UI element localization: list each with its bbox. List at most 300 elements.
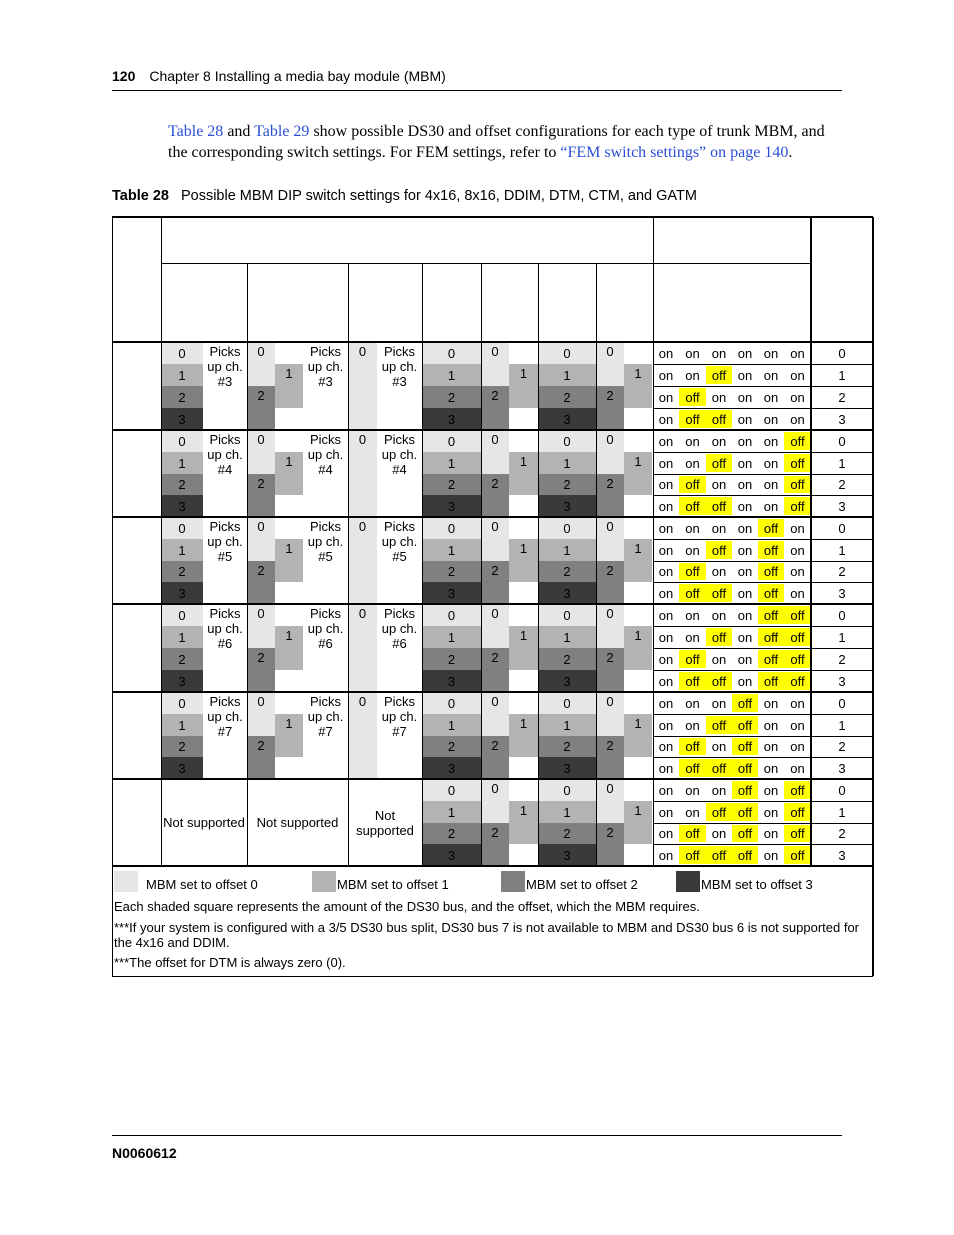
dtm-offset-value: 3 — [838, 673, 846, 689]
legend-swatch — [501, 871, 525, 892]
grid-line — [161, 263, 811, 264]
offset-cell: 0 — [247, 517, 275, 561]
offset-cell: 1 — [422, 714, 481, 736]
offset-cell: 1 — [161, 364, 203, 386]
offset-cell: 3 — [422, 757, 481, 779]
grid-line — [596, 263, 597, 866]
offset-cell: 2 — [481, 474, 509, 517]
offset-cell: 1 — [538, 626, 596, 648]
offset-cell: 1 — [275, 539, 303, 582]
offset-cell: 3 — [422, 670, 481, 692]
switch-setting: on — [763, 477, 779, 492]
switch-setting: on — [763, 455, 779, 471]
offset-cell: 3 — [161, 670, 203, 692]
switch-setting: off — [784, 606, 811, 624]
switch-setting: on — [685, 433, 700, 449]
dtm-offset-value: 2 — [838, 389, 846, 405]
switch-setting: on — [685, 607, 700, 623]
picks-up-label: Picks up ch. #4 — [381, 432, 418, 477]
switch-setting: off — [732, 694, 758, 712]
switch-setting: on — [763, 411, 779, 427]
switch-setting: on — [658, 542, 674, 558]
offset-cell: 2 — [481, 648, 509, 692]
legend-label: MBM set to offset 2 — [526, 877, 638, 892]
switch-setting: on — [711, 782, 727, 798]
switch-setting: off — [679, 650, 706, 668]
dtm-offset-value: 1 — [838, 629, 846, 645]
offset-cell: 0 — [161, 517, 203, 539]
offset-cell: 2 — [161, 736, 203, 757]
switch-setting: on — [658, 477, 674, 492]
switch-setting: on — [685, 520, 700, 536]
switch-setting: off — [758, 584, 784, 602]
switch-setting: on — [763, 847, 779, 863]
switch-setting: on — [711, 826, 727, 841]
offset-cell: 3 — [161, 582, 203, 604]
offset-cell: 0 — [348, 430, 377, 517]
switch-setting: off — [679, 410, 706, 428]
table28-link[interactable]: Table 28 — [168, 123, 224, 140]
offset-cell: 0 — [481, 430, 509, 474]
offset-cell: 0 — [161, 430, 203, 452]
offset-cell: 0 — [538, 430, 596, 452]
offset-cell: 0 — [247, 342, 275, 386]
switch-setting: on — [658, 389, 674, 405]
note-text: ***The offset for DTM is always zero (0). — [114, 955, 346, 970]
offset-cell: 2 — [596, 648, 624, 692]
offset-cell: 3 — [538, 408, 596, 430]
switch-setting: off — [784, 781, 811, 799]
picks-up-label: Picks up ch. #6 — [307, 606, 344, 651]
switch-setting: on — [737, 673, 753, 689]
switch-setting: off — [784, 846, 811, 864]
switch-setting: off — [784, 803, 811, 821]
switch-setting: on — [763, 498, 779, 514]
switch-setting: off — [784, 497, 811, 515]
offset-cell: 0 — [596, 342, 624, 386]
legend-swatch — [676, 871, 700, 892]
offset-cell: 0 — [596, 692, 624, 736]
offset-cell: 2 — [422, 823, 481, 844]
switch-setting: off — [706, 584, 732, 602]
switch-setting: on — [685, 455, 700, 471]
switch-setting: on — [658, 498, 674, 514]
offset-cell: 1 — [275, 626, 303, 670]
doc-id: N0060612 — [112, 1145, 177, 1161]
picks-up-label: Picks up ch. #3 — [307, 344, 344, 389]
switch-setting: on — [711, 695, 727, 711]
offset-cell: 0 — [247, 604, 275, 648]
dtm-offset-value: 0 — [838, 520, 846, 536]
switch-setting: on — [790, 520, 805, 536]
switch-setting: on — [763, 782, 779, 798]
intro-and: and — [223, 123, 255, 140]
offset-cell: 2 — [538, 648, 596, 670]
switch-setting: off — [784, 454, 811, 472]
offset-cell: 0 — [348, 604, 377, 692]
switch-setting: off — [679, 388, 706, 406]
offset-cell: 0 — [422, 604, 481, 626]
switch-setting: off — [758, 650, 784, 668]
offset-cell: 1 — [538, 364, 596, 386]
page-number: 120 — [112, 68, 136, 84]
intro-text2: . — [788, 144, 793, 161]
offset-cell: 1 — [422, 364, 481, 386]
switch-setting: off — [784, 628, 811, 646]
grid-line — [112, 778, 873, 780]
grid-line — [653, 217, 654, 866]
switch-setting: on — [685, 629, 700, 645]
dtm-offset-value: 3 — [838, 498, 846, 514]
offset-cell: 2 — [422, 648, 481, 670]
switch-setting: off — [732, 759, 758, 777]
switch-setting: off — [732, 825, 758, 842]
grid-line — [112, 217, 113, 976]
dtm-offset-value: 2 — [838, 739, 846, 754]
offset-cell: 0 — [247, 692, 275, 736]
offset-cell: 2 — [538, 736, 596, 757]
grid-line — [872, 217, 874, 976]
switch-setting: on — [790, 585, 805, 601]
footer-rule — [112, 1135, 842, 1136]
offset-cell: 1 — [161, 626, 203, 648]
offset-cell: 0 — [422, 517, 481, 539]
switch-setting: off — [679, 825, 706, 842]
dtm-offset-value: 0 — [838, 607, 846, 623]
dtm-offset-value: 1 — [838, 367, 846, 383]
offset-cell: 1 — [275, 714, 303, 757]
table29-link[interactable]: Table 29 — [254, 123, 310, 140]
switch-setting: on — [658, 520, 674, 536]
switch-setting: off — [679, 738, 706, 755]
offset-cell: 0 — [422, 430, 481, 452]
switch-setting: on — [658, 651, 674, 667]
switch-setting: off — [784, 650, 811, 668]
offset-cell: 0 — [161, 692, 203, 714]
dtm-offset-value: 3 — [838, 760, 846, 776]
offset-cell: 0 — [161, 342, 203, 364]
offset-cell: 2 — [247, 736, 275, 779]
intro-paragraph — [168, 121, 848, 163]
picks-up-label: Picks up ch. #5 — [381, 519, 418, 564]
switch-setting: on — [658, 782, 674, 798]
not-supported-label: Not supported — [256, 815, 339, 830]
picks-up-label: Picks up ch. #5 — [207, 519, 243, 564]
dtm-offset-value: 2 — [838, 651, 846, 667]
offset-cell: 1 — [509, 714, 538, 757]
switch-setting: on — [790, 760, 805, 776]
offset-cell: 2 — [481, 736, 509, 779]
switch-setting: off — [732, 803, 758, 821]
offset-cell: 1 — [624, 626, 652, 670]
switch-setting: on — [711, 345, 727, 361]
offset-cell: 3 — [538, 582, 596, 604]
dtm-offset-value: 3 — [838, 411, 846, 427]
legend-label: MBM set to offset 1 — [337, 877, 449, 892]
offset-cell: 2 — [422, 474, 481, 495]
picks-up-label: Picks up ch. #7 — [381, 694, 418, 739]
grid-line — [348, 263, 349, 866]
switch-setting: on — [763, 826, 779, 841]
switch-setting: on — [658, 585, 674, 601]
note-text: Each shaded square represents the amount of the DS30 bus, and the offset, which the MBM requires. — [114, 899, 700, 914]
switch-setting: on — [711, 651, 727, 667]
grid-line — [481, 263, 482, 866]
offset-cell: 3 — [538, 844, 596, 866]
note-text: ***If your system is configured with a 3/5 DS30 bus split, DS30 bus 7 is not available to MBM and DS30 bus 6 is not supported for the 4x16 and DDIM. — [114, 920, 859, 950]
switch-setting: on — [658, 433, 674, 449]
switch-setting: on — [658, 847, 674, 863]
legend-swatch — [312, 871, 336, 892]
switch-setting: off — [758, 563, 784, 580]
switch-setting: on — [737, 651, 753, 667]
offset-cell: 2 — [161, 474, 203, 495]
offset-cell: 1 — [509, 364, 538, 408]
switch-setting: on — [658, 367, 674, 383]
offset-cell: 0 — [538, 342, 596, 364]
offset-cell: 2 — [422, 386, 481, 408]
switch-setting: off — [679, 497, 706, 515]
switch-setting: on — [790, 717, 805, 733]
dtm-offset-value: 1 — [838, 542, 846, 558]
dtm-offset-value: 2 — [838, 477, 846, 492]
switch-setting: off — [706, 454, 732, 472]
header-rule — [112, 90, 842, 91]
dip-switch-table — [112, 217, 873, 976]
offset-cell: 2 — [161, 386, 203, 408]
switch-setting: on — [737, 520, 753, 536]
offset-cell: 2 — [538, 561, 596, 582]
picks-up-label: Picks up ch. #3 — [381, 344, 418, 389]
offset-cell: 2 — [538, 823, 596, 844]
offset-cell: 1 — [275, 452, 303, 495]
switch-setting: on — [763, 695, 779, 711]
switch-setting: off — [706, 628, 732, 646]
switch-setting: on — [763, 717, 779, 733]
switch-setting: on — [737, 411, 753, 427]
offset-cell: 1 — [422, 539, 481, 561]
switch-setting: on — [711, 564, 727, 579]
offset-cell: 1 — [509, 539, 538, 582]
dtm-offset-value: 1 — [838, 804, 846, 820]
offset-cell: 1 — [275, 364, 303, 408]
offset-cell: 1 — [509, 452, 538, 495]
switch-setting: off — [706, 759, 732, 777]
offset-cell: 3 — [538, 670, 596, 692]
offset-cell: 2 — [247, 648, 275, 692]
offset-cell: 2 — [596, 561, 624, 604]
offset-cell: 0 — [422, 342, 481, 364]
offset-cell: 2 — [247, 474, 275, 517]
offset-cell: 1 — [161, 539, 203, 561]
offset-cell: 1 — [161, 714, 203, 736]
offset-cell: 1 — [509, 626, 538, 670]
offset-cell: 1 — [624, 364, 652, 408]
switch-setting: on — [711, 607, 727, 623]
chapter-title: Chapter 8 Installing a media bay module (MBM) — [149, 68, 446, 84]
switch-setting: off — [679, 846, 706, 864]
switch-setting: off — [758, 541, 784, 559]
switch-setting: on — [790, 367, 805, 383]
switch-setting: on — [658, 564, 674, 579]
switch-setting: off — [732, 738, 758, 755]
switch-setting: on — [711, 433, 727, 449]
dtm-offset-value: 0 — [838, 345, 846, 361]
switch-setting: off — [758, 519, 784, 537]
offset-cell: 1 — [624, 539, 652, 582]
offset-cell: 0 — [596, 779, 624, 823]
switch-setting: off — [784, 672, 811, 690]
offset-cell: 2 — [161, 648, 203, 670]
switch-setting: on — [737, 585, 753, 601]
offset-cell: 2 — [596, 386, 624, 430]
switch-setting: on — [658, 739, 674, 754]
switch-setting: on — [790, 542, 805, 558]
switch-setting: on — [790, 345, 805, 361]
offset-cell: 1 — [624, 714, 652, 757]
offset-cell: 1 — [538, 539, 596, 561]
switch-setting: off — [679, 672, 706, 690]
offset-cell: 0 — [481, 342, 509, 386]
switch-setting: off — [732, 846, 758, 864]
switch-setting: on — [737, 607, 753, 623]
offset-cell: 0 — [348, 517, 377, 604]
offset-cell: 1 — [624, 452, 652, 495]
picks-up-label: Picks up ch. #7 — [307, 694, 344, 739]
not-supported-label: Not supported — [163, 815, 245, 830]
grid-line — [161, 217, 162, 866]
offset-cell: 0 — [538, 604, 596, 626]
switch-setting: on — [737, 345, 753, 361]
grid-line — [810, 217, 812, 866]
offset-cell: 2 — [247, 386, 275, 430]
picks-up-label: Picks up ch. #6 — [381, 606, 418, 651]
offset-cell: 3 — [422, 408, 481, 430]
offset-cell: 0 — [481, 517, 509, 561]
switch-setting: on — [685, 782, 700, 798]
picks-up-label: Picks up ch. #6 — [207, 606, 243, 651]
switch-setting: on — [763, 389, 779, 405]
switch-setting: on — [737, 455, 753, 471]
offset-cell: 0 — [596, 430, 624, 474]
offset-cell: 0 — [161, 604, 203, 626]
switch-setting: on — [711, 739, 727, 754]
dtm-offset-value: 0 — [838, 433, 846, 449]
switch-setting: on — [658, 695, 674, 711]
offset-cell: 0 — [247, 430, 275, 474]
offset-cell: 0 — [481, 779, 509, 823]
switch-setting: on — [790, 564, 805, 579]
legend-label: MBM set to offset 0 — [146, 877, 258, 892]
picks-up-label: Picks up ch. #3 — [207, 344, 243, 389]
grid-line — [112, 341, 873, 343]
dtm-offset-value: 3 — [838, 585, 846, 601]
switch-setting: off — [784, 825, 811, 842]
switch-setting: off — [732, 781, 758, 799]
switch-setting: on — [658, 826, 674, 841]
offset-cell: 0 — [422, 779, 481, 801]
offset-cell: 0 — [538, 692, 596, 714]
switch-setting: off — [706, 366, 732, 384]
dtm-offset-value: 3 — [838, 847, 846, 863]
switch-setting: on — [685, 542, 700, 558]
dtm-offset-value: 1 — [838, 717, 846, 733]
switch-setting: on — [763, 739, 779, 754]
switch-setting: on — [763, 367, 779, 383]
switch-setting: off — [706, 497, 732, 515]
grid-line — [538, 263, 539, 866]
offset-cell: 0 — [596, 517, 624, 561]
picks-up-label: Picks up ch. #4 — [307, 432, 344, 477]
switch-setting: on — [685, 804, 700, 820]
table-caption — [112, 188, 697, 204]
switch-setting: on — [685, 695, 700, 711]
offset-cell: 2 — [422, 736, 481, 757]
switch-setting: on — [685, 367, 700, 383]
offset-cell: 1 — [624, 801, 652, 844]
switch-setting: on — [790, 389, 805, 405]
switch-setting: on — [658, 629, 674, 645]
offset-cell: 2 — [247, 561, 275, 604]
switch-setting: off — [706, 716, 732, 734]
switch-setting: on — [763, 345, 779, 361]
grid-line — [112, 691, 873, 693]
switch-setting: off — [679, 584, 706, 602]
caption-label: Table 28 — [112, 188, 169, 204]
offset-cell: 2 — [481, 823, 509, 866]
switch-setting: on — [658, 345, 674, 361]
offset-cell: 2 — [422, 561, 481, 582]
offset-cell: 1 — [422, 452, 481, 474]
switch-setting: on — [658, 607, 674, 623]
switch-setting: on — [737, 498, 753, 514]
offset-cell: 2 — [481, 386, 509, 430]
not-supported-label: Not supported — [356, 807, 414, 838]
offset-cell: 3 — [422, 495, 481, 517]
legend-swatch — [114, 871, 138, 892]
switch-setting: on — [790, 411, 805, 427]
switch-setting: off — [679, 759, 706, 777]
switch-setting: on — [737, 542, 753, 558]
dtm-offset-value: 1 — [838, 455, 846, 471]
offset-cell: 2 — [538, 474, 596, 495]
caption-text: Possible MBM DIP switch settings for 4x16, 8x16, DDIM, DTM, CTM, and GATM — [180, 188, 697, 204]
offset-cell: 3 — [538, 495, 596, 517]
switch-setting: on — [711, 477, 727, 492]
switch-setting: on — [685, 717, 700, 733]
grid-line — [112, 603, 873, 605]
switch-setting: off — [706, 410, 732, 428]
offset-cell: 0 — [422, 692, 481, 714]
switch-setting: on — [658, 760, 674, 776]
switch-setting: on — [763, 760, 779, 776]
offset-cell: 2 — [161, 561, 203, 582]
switch-setting: on — [737, 433, 753, 449]
offset-cell: 0 — [348, 342, 377, 430]
switch-setting: off — [679, 476, 706, 493]
offset-cell: 3 — [422, 582, 481, 604]
offset-cell: 1 — [509, 801, 538, 844]
fem-settings-link[interactable]: “FEM switch settings” on page 140 — [560, 144, 789, 161]
switch-setting: on — [737, 629, 753, 645]
offset-cell: 0 — [538, 779, 596, 801]
grid-line — [422, 263, 423, 866]
switch-setting: on — [737, 477, 753, 492]
switch-setting: off — [758, 628, 784, 646]
switch-setting: on — [790, 695, 805, 711]
offset-cell: 0 — [348, 692, 377, 779]
switch-setting: on — [658, 411, 674, 427]
